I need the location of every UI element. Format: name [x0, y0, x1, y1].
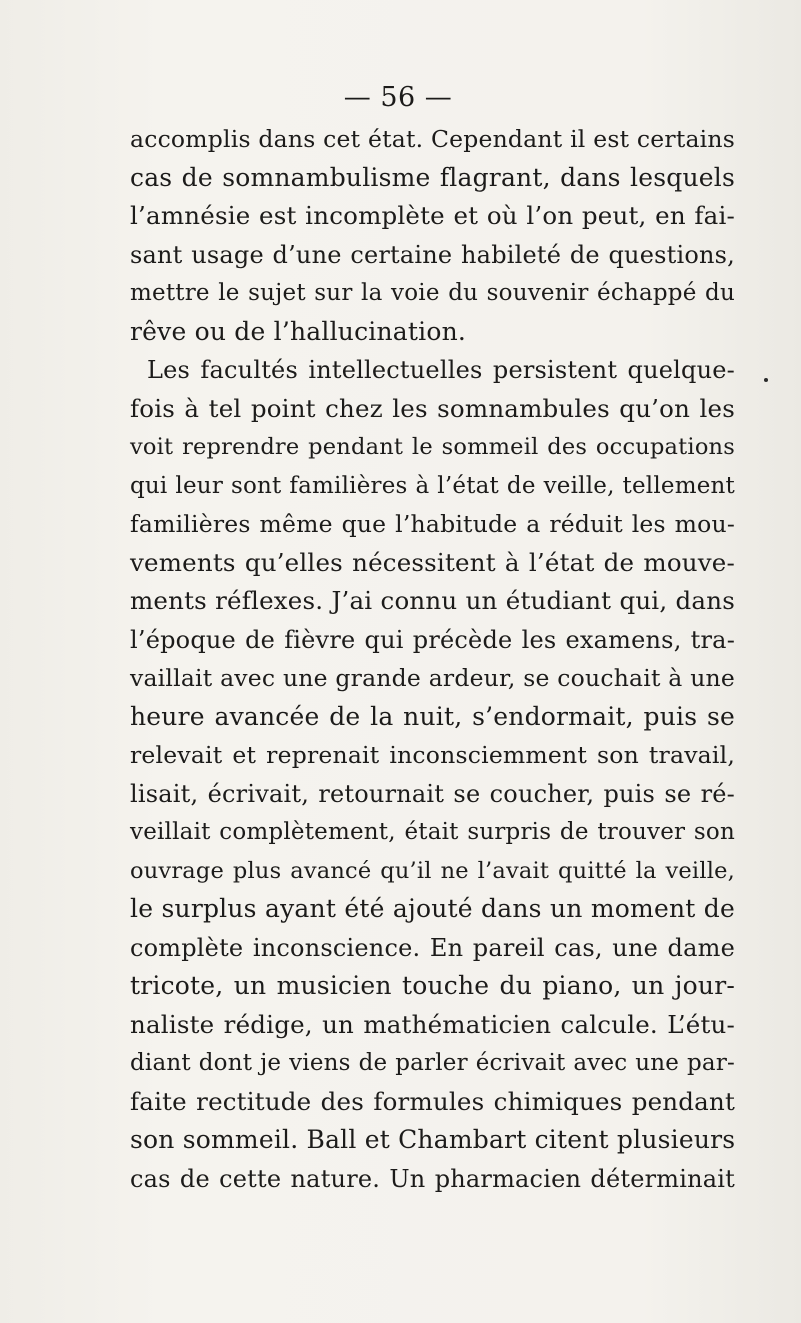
text-line: veillait complètement, était surpris de trouver son: [130, 819, 735, 845]
text-line: rêve ou de l’hallucination.: [130, 316, 467, 346]
text-line: heure avancée de la nuit, s’endormait, puis se: [130, 701, 735, 731]
text-line: ments réflexes. J’ai connu un étudiant qui, dans: [130, 586, 735, 615]
text-line: voit reprendre pendant le sommeil des occupations: [130, 434, 735, 460]
text-line: le surplus ayant été ajouté dans un moment de: [130, 894, 735, 923]
text-line: naliste rédige, un mathématicien calcule. L’étu-: [130, 1009, 735, 1039]
text-line: ouvrage plus avancé qu’il ne l’avait quitté la veille,: [130, 857, 735, 884]
text-line: mettre le sujet sur la voie du souvenir échappé du: [130, 280, 735, 306]
text-line: familières même que l’habitude a réduit les mou-: [130, 510, 735, 538]
text-line: Les facultés intellectuelles persistent quelque-: [147, 356, 735, 384]
text-line: accomplis dans cet état. Cependant il est certains: [130, 125, 735, 153]
text-line: relevait et reprenait inconsciemment son travail,: [130, 741, 735, 769]
text-line: fois à tel point chez les somnambules qu’on les: [130, 393, 735, 423]
text-line: diant dont je viens de parler écrivait avec une par-: [130, 1050, 735, 1076]
text-line: sant usage d’une certaine habileté de questions,: [130, 240, 735, 269]
text-line: vaillait avec une grande ardeur, se couchait à une: [130, 664, 735, 692]
text-line: l’époque de fièvre qui précède les examens, tra-: [130, 625, 735, 654]
text-line: cas de somnambulisme flagrant, dans lesquels: [130, 162, 735, 192]
text-line: cas de cette nature. Un pharmacien déterminait: [130, 1164, 735, 1193]
text-line: lisait, écrivait, retournait se coucher, puis se ré-: [130, 779, 735, 808]
text-line: complète inconscience. En pareil cas, une dame: [130, 933, 735, 962]
text-line: son sommeil. Ball et Chambart citent plusieurs: [130, 1125, 736, 1154]
text-line: vements qu’elles nécessitent à l’état de mouve-: [130, 547, 735, 577]
text-line: l’amnésie est incomplète et où l’on peut, en fai-: [130, 201, 735, 230]
text-line: tricote, un musicien touche du piano, un jour-: [130, 971, 735, 1000]
page-number: — 56 —: [343, 82, 453, 113]
body-text: [130, 120, 735, 1198]
text-line: qui leur sont familières à l’état de veille, tellement: [130, 472, 735, 499]
text-line: faite rectitude des formules chimiques pendant: [130, 1086, 735, 1116]
ink-speck: [764, 378, 768, 382]
